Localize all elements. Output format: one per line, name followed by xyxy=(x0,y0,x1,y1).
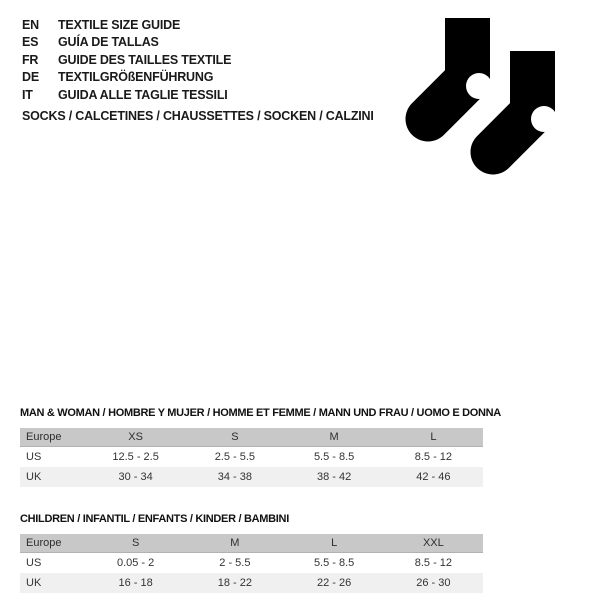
lang-label: TEXTILE SIZE GUIDE xyxy=(58,17,181,32)
size-value: 5.5 - 8.5 xyxy=(313,451,355,463)
lang-label: GUIDA ALLE TAGLIE TESSILI xyxy=(58,87,228,102)
size-value: 26 - 30 xyxy=(416,577,451,589)
lang-row-fr xyxy=(22,51,231,69)
table-row-uk xyxy=(20,573,483,593)
column-header-size: XXL xyxy=(422,537,444,549)
size-value: 8.5 - 12 xyxy=(414,451,453,463)
column-header-size: XS xyxy=(128,431,143,443)
lang-row-es xyxy=(22,34,231,52)
size-value: 18 - 22 xyxy=(217,577,252,589)
language-title-list xyxy=(22,16,231,104)
column-header-size: M xyxy=(329,431,339,443)
column-header-region: Europe xyxy=(26,431,62,443)
size-value: 42 - 46 xyxy=(416,471,451,483)
lang-row-en xyxy=(22,16,231,34)
size-value: 8.5 - 12 xyxy=(414,557,453,569)
size-table-children-title: CHILDREN / INFANTIL / ENFANTS / KINDER / BAMBINI xyxy=(20,513,289,525)
table-row-us xyxy=(20,553,483,573)
column-header-size: S xyxy=(131,537,140,549)
socks-icon xyxy=(395,5,590,180)
table-header-row xyxy=(20,534,483,553)
column-header-size: L xyxy=(331,537,338,549)
lang-code: IT xyxy=(22,87,33,102)
row-label: US xyxy=(26,451,42,463)
column-header-size: M xyxy=(230,537,240,549)
size-value: 34 - 38 xyxy=(217,471,252,483)
product-category-title: SOCKS / CALCETINES / CHAUSSETTES / SOCKEN / CALZINI xyxy=(22,109,374,123)
lang-code: FR xyxy=(22,52,39,67)
lang-code: EN xyxy=(22,17,39,32)
column-header-region: Europe xyxy=(26,537,62,549)
size-value: 12.5 - 2.5 xyxy=(112,451,159,463)
lang-code: ES xyxy=(22,35,39,50)
size-table-adult-title: MAN & WOMAN / HOMBRE Y MUJER / HOMME ET FEMME / MANN UND FRAU / UOMO E DONNA xyxy=(20,407,501,419)
lang-label: TEXTILGRÖßENFÜHRUNG xyxy=(58,70,214,85)
lang-label: GUÍA DE TALLAS xyxy=(58,35,159,50)
size-value: 30 - 34 xyxy=(118,471,153,483)
lang-code: DE xyxy=(22,70,39,85)
size-value: 5.5 - 8.5 xyxy=(313,557,355,569)
size-value: 2.5 - 5.5 xyxy=(214,451,256,463)
lang-row-de xyxy=(22,69,231,87)
size-table-adult xyxy=(20,407,501,487)
size-value: 2 - 5.5 xyxy=(219,557,251,569)
size-value: 22 - 26 xyxy=(317,577,352,589)
size-value: 38 - 42 xyxy=(317,471,352,483)
row-label: UK xyxy=(26,577,42,589)
table-header-row xyxy=(20,428,483,447)
column-header-size: L xyxy=(430,431,437,443)
row-label: US xyxy=(26,557,42,569)
row-label: UK xyxy=(26,471,42,483)
lang-row-it xyxy=(22,86,231,104)
size-value: 16 - 18 xyxy=(118,577,153,589)
column-header-size: S xyxy=(231,431,239,443)
table-row-us xyxy=(20,447,483,467)
table-row-uk xyxy=(20,467,483,487)
size-table-children xyxy=(20,513,483,593)
size-value: 0.05 - 2 xyxy=(116,557,155,569)
lang-label: GUIDE DES TAILLES TEXTILE xyxy=(58,52,232,67)
